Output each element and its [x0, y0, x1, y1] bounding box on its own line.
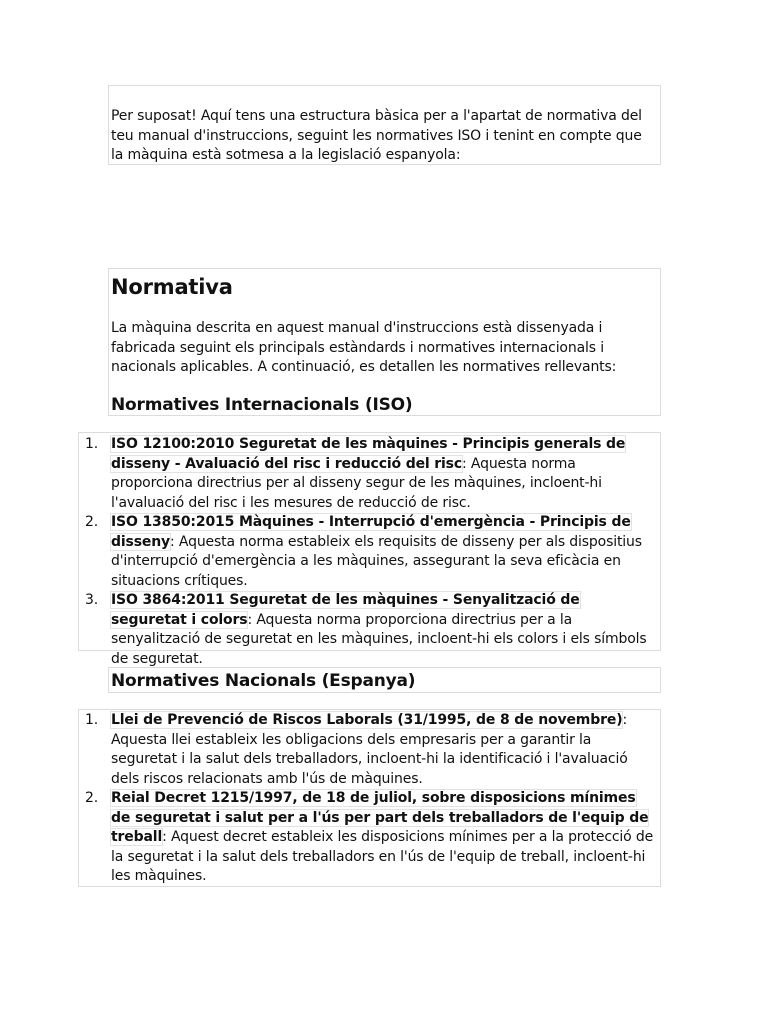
national-list: [78, 709, 661, 887]
list-item: [79, 513, 660, 591]
list-item-number: 3.: [85, 592, 99, 608]
list-item-number: 1.: [85, 712, 99, 728]
national-section-title: Normatives Nacionals (Espanya): [111, 671, 416, 691]
international-list: [78, 432, 661, 667]
norm-description: : Aquesta norma estableix els requisits de disseny per als dispositius d'interrupció d'emergència a les màquines, assegurant la seva eficàcia en situacions crítiques.: [111, 533, 642, 589]
list-item: [79, 435, 660, 513]
norm-description: : Aquesta llei estableix les obligacions dels empresaris per a garantir la seguretat i la salut dels treballadors, incloent-hi la identificació i l'avaluació dels riscos relacionats amb l'ús de màquines.: [111, 712, 628, 787]
list-item-number: 1.: [85, 436, 99, 452]
list-item: [79, 789, 660, 887]
page-title: Normativa: [111, 275, 233, 299]
intro-block: [108, 85, 661, 165]
norm-name: Reial Decret 1215/1997, de 18 de juliol, sobre disposicions mínimes de seguretat i salut per a l'ús per part dels treballadors de l'equip de treball: [111, 790, 649, 845]
norm-description: : Aquest decret estableix les disposicions mínimes per a la protecció de la seguretat i la salut dels treballadors en l'ús de l'equip de treball, incloent-hi les màquines.: [111, 829, 654, 884]
normativa-block: [108, 268, 661, 416]
list-item: [79, 711, 660, 789]
list-item-number: 2.: [85, 790, 99, 806]
list-item-number: 2.: [85, 514, 99, 530]
norm-description: : Aquesta norma proporciona directrius per a la senyalització de seguretat en les màquines, incloent-hi els colors i els símbols de seguretat.: [111, 611, 647, 667]
norm-name: ISO 13850:2015 Màquines - Interrupció d'emergència - Principis de disseny: [111, 514, 631, 550]
national-section-header: [108, 667, 661, 693]
list-item: [79, 591, 660, 669]
norm-name: Llei de Prevenció de Riscos Laborals (31/1995, de 8 de novembre): [111, 712, 623, 728]
norm-name: ISO 3864:2011 Seguretat de les màquines - Senyalització de seguretat i colors: [111, 592, 580, 628]
normativa-description: La màquina descrita en aquest manual d'instruccions està dissenyada i fabricada seguint els principals estàndards i normatives internacionals i nacionals aplicables. A continuació, es detallen les normatives rellevants:: [111, 320, 617, 375]
norm-name: ISO 12100:2010 Seguretat de les màquines - Principis generals de disseny - Avaluació del risc i reducció del risc: [111, 436, 626, 472]
intro-text: Per suposat! Aquí tens una estructura bàsica per a l'apartat de normativa del teu manual d'instruccions, seguint les normatives ISO i tenint en compte que la màquina està sotmesa a la legislació espanyola:: [111, 108, 642, 163]
norm-description: : Aquesta norma proporciona directrius per al disseny segur de les màquines, incloent-hi l'avaluació del risc i les mesures de reducció de risc.: [111, 455, 602, 511]
international-section-title: Normatives Internacionals (ISO): [111, 394, 413, 415]
